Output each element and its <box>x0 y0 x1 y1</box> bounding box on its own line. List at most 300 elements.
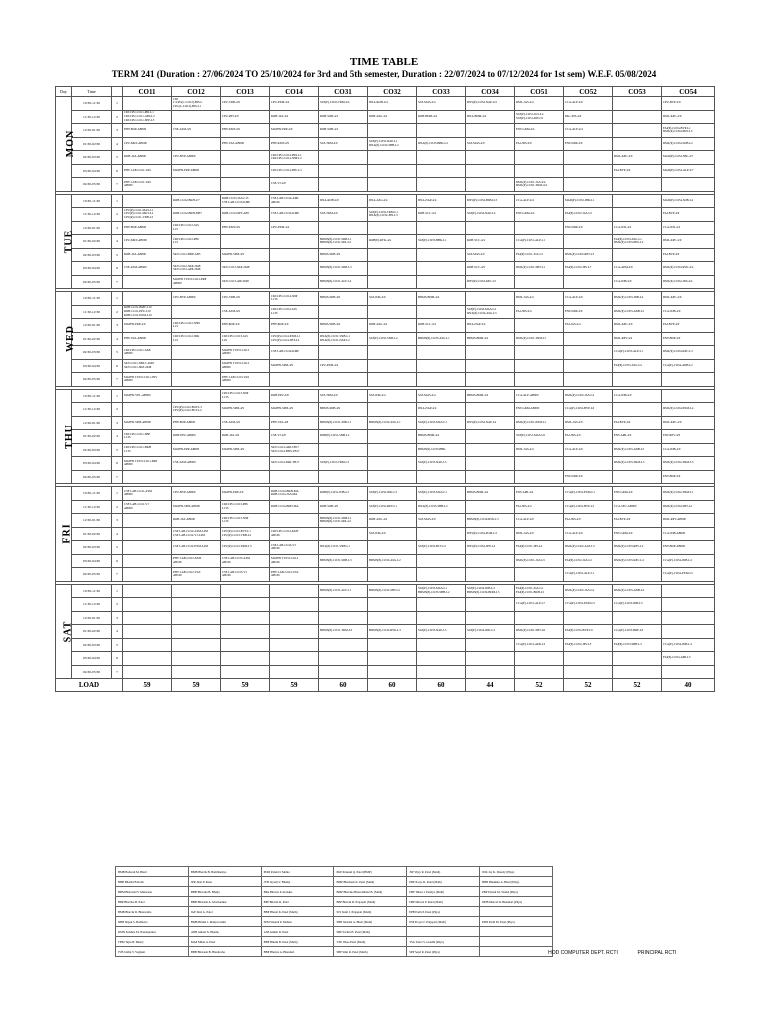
time-slot: 12:30-01:30 <box>72 124 112 138</box>
slot-number: 2 <box>112 500 123 514</box>
timetable-cell: CCA-ALP-4/9 <box>515 514 564 528</box>
timetable-cell <box>417 151 466 165</box>
faculty-name: SPP Sejal R. Patel (Phys) <box>407 947 480 957</box>
timetable-cell: CRI/CPU-CO11-SAB AB000 <box>123 346 172 360</box>
timetable-cell <box>515 665 564 679</box>
timetable-cell: ROH-SCC-4/4 <box>417 319 466 333</box>
timetable-row <box>56 221 715 235</box>
timetable-cell <box>466 554 515 568</box>
timetable-cell: DML(P)-CO53-RPV-L2 <box>613 541 662 555</box>
timetable-cell: DML-KPC-4/9 <box>613 319 662 333</box>
timetable-cell <box>221 178 270 192</box>
timetable-cell <box>564 373 613 387</box>
timetable-cell: ROH-CO11-BMT-L10 ROH-CO11-PPU-L10 ROH-CO11-PXM-L10 <box>123 305 172 319</box>
timetable-cell <box>613 652 662 666</box>
timetable-cell: CPU-BVP-4/9 <box>662 97 715 111</box>
timetable-cell <box>221 652 270 666</box>
timetable-cell <box>172 137 221 151</box>
faculty-name: BMB Bhavik D. Bhanvadia <box>116 907 189 917</box>
timetable-cell <box>172 470 221 484</box>
timetable-cell: SLP(P)-CO33-NAP-L3 <box>417 625 466 639</box>
timetable-row <box>56 319 715 333</box>
timetable-cell: FAI-BVP-4/9 <box>662 319 715 333</box>
timetable-cell <box>417 638 466 652</box>
timetable-row <box>56 164 715 178</box>
timetable-cell: SLP(P)-CO32-TRM-4/4 <box>319 97 368 111</box>
slot-number: 1 <box>112 97 123 111</box>
timetable-cell: MATHS TUTO-CO13 AB000 <box>221 346 270 360</box>
timetable-cell: ROH-ASG-4/4 <box>368 514 417 528</box>
timetable-cell <box>319 373 368 387</box>
timetable-cell: DML(P)-CO53-ADB-L5 <box>613 305 662 319</box>
time-slot: 01:30-02:30 <box>72 137 112 151</box>
slot-number: 3 <box>112 611 123 625</box>
timetable-cell: CCA(P)-CO51-ALP-L7 <box>515 598 564 612</box>
timetable-cell <box>368 151 417 165</box>
timetable-cell: SLP-TRM-4/9 <box>319 208 368 222</box>
timetable-cell <box>270 598 319 612</box>
time-slot: 11:30-12:30 <box>72 403 112 417</box>
timetable-cell: BDMS-SDB-4/9 <box>319 403 368 417</box>
timetable-cell: DML(P)-CO52-JAS-L4 <box>564 584 613 598</box>
faculty-name: BBB Bharthi B Kella <box>116 877 189 887</box>
timetable-cell <box>613 124 662 138</box>
timetable-cell: BDMS(P)-CO32-ASG-L2 <box>368 554 417 568</box>
timetable-cell <box>319 305 368 319</box>
timetable-cell <box>172 305 221 319</box>
slot-number: 7 <box>112 568 123 582</box>
timetable-cell <box>368 359 417 373</box>
timetable-cell <box>270 625 319 639</box>
slot-number: 1 <box>112 584 123 598</box>
timetable-cell: CPU-PXM-4/4 <box>270 221 319 235</box>
timetable-cell <box>368 403 417 417</box>
timetable-cell: CCA(P)-CO53-BDP-L6 <box>613 625 662 639</box>
faculty-name: JVB Jayesh V. Bhadja <box>261 877 334 887</box>
class-column-header: CO32 <box>368 87 417 97</box>
faculty-name: BMB Bhavik B. Bambhaniya <box>188 867 261 877</box>
time-slot: 11:30-12:30 <box>72 305 112 319</box>
timetable-cell: ENT-DDP-4/9 <box>564 221 613 235</box>
timetable-cell <box>515 373 564 387</box>
timetable-cell <box>368 346 417 360</box>
timetable-cell: SLP(P)-CO33-BCT-L2 <box>417 541 466 555</box>
timetable-cell: CPU-VRB-4/9 <box>221 97 270 111</box>
timetable-cell: ROH-CO14-BMT-MA <box>270 500 319 514</box>
timetable-cell <box>515 359 564 373</box>
timetable-cell: ENT-DDP-4/9 <box>564 470 613 484</box>
timetable-cell <box>613 470 662 484</box>
faculty-name: PKP Prakash Q. Patel (BMP) <box>334 867 407 877</box>
timetable-row <box>56 611 715 625</box>
timetable-cell: CRI/CPU-CO13-SDP L13S <box>221 514 270 528</box>
timetable-cell <box>515 652 564 666</box>
timetable-cell: FAI-JDS-4/4 <box>515 305 564 319</box>
timetable-cell: ENT-GKM-4/9 <box>613 527 662 541</box>
principal-signature: PRINCIPAL RCTI <box>637 950 677 956</box>
timetable-cell <box>172 359 221 373</box>
timetable-cell: PHY-KMT-4/9 <box>221 221 270 235</box>
timetable-cell: BDMS(P)-CO31-SDB-L1 BDMS(P)-CO31-SPA-L2 <box>319 235 368 249</box>
timetable-cell <box>221 235 270 249</box>
slot-number: 6 <box>112 554 123 568</box>
timetable-row <box>56 373 715 387</box>
class-column-header: CO11 <box>123 87 172 97</box>
timetable-cell: PHY-BOP-4/9 <box>270 319 319 333</box>
timetable-cell <box>515 221 564 235</box>
timetable-cell: CCA-ALP-4/4 <box>564 124 613 138</box>
timetable-cell <box>613 611 662 625</box>
timetable-cell: DML(P)-CO51-SBT-L1 <box>515 262 564 276</box>
faculty-name: DBB Dipak S. Badhavia <box>116 917 189 927</box>
timetable-cell: SLP-MAS-4/9 <box>466 248 515 262</box>
slot-number: 4 <box>112 332 123 346</box>
timetable-cell: SLP(P)-CO34-MAS-L4 DNA(P)-CO34-ASG-L5 <box>466 305 515 319</box>
timetable-cell: BDMS-BDM-4/4 <box>466 487 515 501</box>
timetable-cell: BDMS(P)-CO31-SDB-L3 <box>319 262 368 276</box>
timetable-row <box>56 97 715 111</box>
class-column-header: CO14 <box>270 87 319 97</box>
timetable-cell: ROH-SCC-4/4 <box>417 208 466 222</box>
timetable-row <box>56 389 715 403</box>
load-value: 59 <box>172 679 221 692</box>
timetable-cell: DML(P)-CO52-JAS-L4 <box>564 389 613 403</box>
time-column-header: Time <box>72 87 112 97</box>
timetable-cell <box>123 97 172 111</box>
timetable-row <box>56 470 715 484</box>
timetable-cell: SLP(P)-CO33-NAP-L3 <box>417 457 466 471</box>
timetable-cell <box>564 652 613 666</box>
timetable-cell <box>613 208 662 222</box>
timetable-cell <box>368 164 417 178</box>
timetable-row <box>56 541 715 555</box>
timetable-cell: ENT-GKM-4/4 <box>515 124 564 138</box>
timetable-cell <box>319 527 368 541</box>
timetable-row <box>56 137 715 151</box>
timetable-cell <box>564 611 613 625</box>
timetable-cell: SLP(P)-CO33-MAS-L1 <box>417 416 466 430</box>
timetable-cell: MATHS-PRP-4/9 <box>123 319 172 333</box>
faculty-name: BBB Bhavesh A. Mochanikar <box>188 897 261 907</box>
timetable-cell <box>123 292 172 306</box>
timetable-cell: ROH-PPU-AB000 <box>172 430 221 444</box>
timetable-cell <box>123 470 172 484</box>
timetable-cell <box>662 611 715 625</box>
timetable-row <box>56 194 715 208</box>
timetable-cell: CCA(P)-CO53-ALP-L1 <box>613 346 662 360</box>
faculty-name: MAP Milan A. Patel <box>188 937 261 947</box>
faculty-name: BBP Bharat K. Patel (Math) <box>261 907 334 917</box>
slot-number-header <box>112 87 123 97</box>
timetable-cell: CSE LAB-CO13-VJ AB166 <box>221 568 270 582</box>
faculty-name: PBP Piyush M. Tandel (Phys) <box>480 887 553 897</box>
time-slot: 10:30-11:30 <box>72 487 112 501</box>
timetable-cell: BDMS(P)-CO31-SDB-L3 <box>319 554 368 568</box>
timetable-row <box>56 500 715 514</box>
timetable-cell: DML(P)-CO51-JAS-4/4 DML(P)-CO51-TRM-4/4 <box>515 178 564 192</box>
time-slot: 02:30-03:30 <box>72 541 112 555</box>
timetable-cell <box>319 164 368 178</box>
timetable-cell: BDMS-BDM-4/4 <box>417 292 466 306</box>
timetable-row <box>56 665 715 679</box>
faculty-name: BMB Badresh M. Bhatt <box>116 867 189 877</box>
faculty-name: PSP Pooja U. Prajapati (Math) <box>407 917 480 927</box>
timetable-cell <box>123 275 172 289</box>
faculty-name: TBM Tejas B. Mistry <box>116 937 189 947</box>
timetable-row <box>56 403 715 417</box>
time-slot: 10:30-11:30 <box>72 97 112 111</box>
timetable-cell: FAI(P)-CO51-JPS-L4 <box>515 541 564 555</box>
timetable-row <box>56 332 715 346</box>
timetable-row <box>56 443 715 457</box>
slot-number: 4 <box>112 625 123 639</box>
timetable-cell: FAI-JDS-4/9 <box>564 514 613 528</box>
timetable-cell <box>319 652 368 666</box>
timetable-cell <box>564 665 613 679</box>
timetable-cell <box>564 164 613 178</box>
timetable-cell <box>564 151 613 165</box>
timetable-cell: DML-RPV-4/4 <box>613 332 662 346</box>
day-name: SAT <box>62 620 74 643</box>
timetable-cell: CPU(P)-CO14-PXM-L1 CPU(P)-CO14-SBT-L2 <box>270 332 319 346</box>
timetable-cell <box>466 598 515 612</box>
timetable-cell: ENT-APR-4/4 <box>515 487 564 501</box>
timetable-cell: DNA-NAP-4/4 <box>417 403 466 417</box>
timetable-cell: BDMS(P)-CO34-RVK-L5 <box>466 514 515 528</box>
timetable-cell <box>466 652 515 666</box>
timetable-cell <box>368 373 417 387</box>
timetable-cell <box>515 568 564 582</box>
slot-number: 2 <box>112 305 123 319</box>
time-slot: 03:30-04:30 <box>72 652 112 666</box>
timetable-cell <box>270 665 319 679</box>
timetable-cell: PHY-VAS-AB000 <box>123 332 172 346</box>
timetable-cell: CSE-VJ-4/8 <box>270 178 319 192</box>
timetable-cell <box>123 527 172 541</box>
time-slot: 01:30-02:30 <box>72 625 112 639</box>
timetable-cell <box>368 568 417 582</box>
timetable-cell <box>417 248 466 262</box>
timetable-cell: DNA-ASG-4/4 <box>368 194 417 208</box>
timetable-cell: SLP(P)-CO32-RPV-L1 <box>368 500 417 514</box>
slot-number: 4 <box>112 235 123 249</box>
timetable-cell: DML(P)-CO53-TRM-L3 <box>613 457 662 471</box>
timetable-cell: CPU(P)-CO13-TRM-L3 <box>221 541 270 555</box>
time-slot: 10:30-11:30 <box>72 584 112 598</box>
timetable-cell: DML-KPC-4/9 <box>662 416 715 430</box>
timetable-cell: ROH-PPU-4/8 <box>270 389 319 403</box>
timetable-cell: SLP(P)-CO51-JGS-L4 SLP(P)-CO51-RIT-L9 <box>515 110 564 124</box>
timetable-cell: SKY-CO14-PAR-TB17 <box>270 457 319 471</box>
timetable-cell: PHY-KMT-4/9 <box>270 137 319 151</box>
slot-number: 5 <box>112 151 123 165</box>
timetable-cell: SLP-MAS-4/9 <box>417 514 466 528</box>
timetable-cell <box>466 292 515 306</box>
timetable-cell: CCA-ALP-4/9 <box>564 527 613 541</box>
timetable-row <box>56 151 715 165</box>
faculty-row <box>116 927 553 937</box>
faculty-name: JSP Vijay R. Patel (Math) <box>407 867 480 877</box>
timetable-cell <box>662 625 715 639</box>
slot-number: 5 <box>112 638 123 652</box>
timetable-cell: CCA-JDS-4/4 <box>613 221 662 235</box>
timetable-cell <box>466 403 515 417</box>
timetable-cell: DML(P)-CO51-JAS-L5 <box>515 554 564 568</box>
timetable-cell <box>466 164 515 178</box>
timetable-cell: DNS(P)-CO34-NAP-4/4 <box>466 97 515 111</box>
timetable-cell <box>613 97 662 111</box>
timetable-cell: DNS(P)-CO34-PGM-L4 <box>466 527 515 541</box>
timetable-cell: DNA-ROH-4/4 <box>368 97 417 111</box>
timetable-cell <box>662 373 715 387</box>
timetable-cell <box>270 514 319 528</box>
timetable-cell: CPU-MKT-AB000 <box>123 137 172 151</box>
timetable-cell <box>172 611 221 625</box>
timetable-cell: DML-JAS-4/9 <box>515 527 564 541</box>
timetable-cell <box>515 611 564 625</box>
timetable-cell: PHY-BOP-AB000 <box>172 416 221 430</box>
timetable-cell: MATHS-SPM-4/9 <box>221 248 270 262</box>
timetable-cell: CPU-VRB-4/9 <box>221 292 270 306</box>
timetable-cell: SLP(P)-CO33-BBK-L1 <box>417 235 466 249</box>
timetable-cell: MATHS TUTO-CO14 AB166 <box>270 554 319 568</box>
faculty-row <box>116 907 553 917</box>
timetable-cell <box>123 598 172 612</box>
timetable-cell <box>417 124 466 138</box>
timetable-cell <box>221 457 270 471</box>
day-name: MON <box>65 130 77 158</box>
timetable-cell: DML-JAS-4/9 <box>564 416 613 430</box>
timetable-cell: DML(P)-CO51-PXM-L1 <box>515 416 564 430</box>
faculty-legend <box>115 866 553 957</box>
class-column-header: CO33 <box>417 87 466 97</box>
faculty-name: BBM Bhavesh N. Makwana <box>116 887 189 897</box>
time-slot: 04:30-05:30 <box>72 568 112 582</box>
time-slot: 03:30-04:30 <box>72 359 112 373</box>
timetable-cell <box>270 470 319 484</box>
timetable-cell: DNS(P)-CO34-KPC-L5 <box>466 275 515 289</box>
timetable-cell: SLP-MAS-4/4 <box>417 389 466 403</box>
timetable-cell <box>270 235 319 249</box>
faculty-name: BPP Bhavik D. Prajapati (Math) <box>334 897 407 907</box>
timetable-cell: PHY LAB CO13-VAS AB000 <box>221 373 270 387</box>
timetable-cell <box>319 346 368 360</box>
timetable-cell: SLP(P)-CO34-JDK-L3 <box>466 625 515 639</box>
time-slot: 12:30-01:30 <box>72 221 112 235</box>
timetable-cell: ROH-SOB-4/4 <box>319 110 368 124</box>
timetable-cell <box>123 584 172 598</box>
timetable-cell <box>319 568 368 582</box>
timetable-cell: CPU-MKT-AB000 <box>123 235 172 249</box>
timetable-cell: ROH-BDM-4/4 <box>417 110 466 124</box>
timetable-cell: ROH-CO12-BKH-2/7 <box>172 194 221 208</box>
timetable-cell: FAI-JDS-4/9 <box>515 137 564 151</box>
timetable-row <box>56 652 715 666</box>
timetable-cell: MATHS-SPM-4/9 <box>221 443 270 457</box>
timetable-cell: CRI/CPU-CO14-KMT AB166 <box>270 527 319 541</box>
timetable-cell: MATHS-PRP-4/9 <box>270 124 319 138</box>
faculty-name: BBP Bhavika B. Patel <box>116 897 189 907</box>
timetable-cell <box>417 275 466 289</box>
timetable-cell: CRI/CPU-CO11-BKH L13S <box>123 443 172 457</box>
timetable-cell: DNA-BDM-4/4 <box>466 110 515 124</box>
timetable-cell: ROH-JAS-AB000 <box>123 151 172 165</box>
timetable-cell <box>466 359 515 373</box>
timetable-cell <box>172 638 221 652</box>
timetable-cell <box>172 598 221 612</box>
timetable-cell <box>221 665 270 679</box>
timetable-cell: FAI-BVP-4/9 <box>613 514 662 528</box>
timetable-cell: BDMS(P)-CO31-JDB-L1 <box>319 416 368 430</box>
timetable-cell: SLP(P)-CO31-TRM-L3 <box>319 457 368 471</box>
timetable-cell: DML-KPC-4/9 <box>662 292 715 306</box>
slot-number: 6 <box>112 164 123 178</box>
timetable-cell: CPU(P)-CO11-MAS-L1 CPU(P)-CO11-MKT-L2 CPU(P)-CO11-VRB-L3 <box>123 208 172 222</box>
load-value: 60 <box>319 679 368 692</box>
faculty-name: DDB Dhaval D. Bhandari (Phys) <box>480 897 553 907</box>
timetable-cell: SKY-CO14-ARI-TB17 SKY-CO14-BDS-TB17 <box>270 443 319 457</box>
page-subtitle: TERM 241 (Duration : 27/06/2024 TO 25/10/2024 for 3rd and 5th semester, Duration : 22/07/2024 to 07/12/2024 for 1st sem) W.E.F. 05/08/2024 <box>111 69 657 79</box>
faculty-name: BBB Bhumika A. Bhatt (Phys) <box>480 877 553 887</box>
load-row <box>56 679 715 692</box>
timetable-cell: BDMS-SDB-4/9 <box>319 292 368 306</box>
time-slot: 11:30-12:30 <box>72 208 112 222</box>
day-name: FRI <box>61 523 73 544</box>
timetable-cell: CCA-JDS-4/4 <box>662 221 715 235</box>
load-value: 60 <box>368 679 417 692</box>
timetable-cell: ROH-SCC-4/9 <box>466 262 515 276</box>
timetable-cell: FAI-BVP-4/9 <box>613 416 662 430</box>
timetable-cell: SLP-TRM-4/9 <box>319 137 368 151</box>
timetable-cell <box>466 373 515 387</box>
timetable-row <box>56 110 715 124</box>
timetable-cell <box>172 110 221 124</box>
faculty-name: JPR Jinal P. Rana <box>188 877 261 887</box>
timetable-cell <box>662 598 715 612</box>
faculty-name: BMP Bhavika Bhaveshbhai B. (Math) <box>334 887 407 897</box>
timetable-cell: MAD(P)-CO54-SOB-L4 <box>662 194 715 208</box>
timetable-cell: DNA-NAP-4/4 <box>466 319 515 333</box>
timetable-cell: CCA-ALP-AB000 <box>515 389 564 403</box>
timetable-cell: CCA(P)-CO52-ALP-L1 <box>564 568 613 582</box>
timetable-cell: DNA(P)-CO31-VRB-L1 <box>319 541 368 555</box>
timetable-cell: FAI(P)-CO52-JPS-L7 <box>564 262 613 276</box>
class-column-header: CO52 <box>564 87 613 97</box>
timetable-cell: DML-KPC-4/9 <box>613 151 662 165</box>
timetable-cell: DML(P)-CO54-JDS-4/4 <box>662 275 715 289</box>
timetable-cell: FAI(P)-CO52-BVP-L6 <box>564 625 613 639</box>
faculty-name: BBP Bhavna A. Bhanderi <box>261 947 334 957</box>
timetable-cell: CRI/CPU-CO12-JAS L1S <box>172 221 221 235</box>
time-slot: 02:30-03:30 <box>72 443 112 457</box>
timetable-cell: DNA(P)-CO31-VRB-L1 DNA(P)-CO31-NAP-L2 <box>319 332 368 346</box>
slot-number: 3 <box>112 319 123 333</box>
slot-number: 6 <box>112 359 123 373</box>
time-slot: 04:30-05:30 <box>72 275 112 289</box>
timetable-cell: BDMS-SDB-4/9 <box>319 319 368 333</box>
timetable-cell <box>319 443 368 457</box>
timetable-cell <box>270 373 319 387</box>
timetable-cell <box>319 638 368 652</box>
timetable-cell <box>368 611 417 625</box>
timetable-cell <box>221 470 270 484</box>
time-slot: 01:30-02:30 <box>72 235 112 249</box>
timetable-row <box>56 625 715 639</box>
time-slot: 04:30-05:30 <box>72 665 112 679</box>
faculty-name: SPM Sheetal P. Maheta <box>261 917 334 927</box>
timetable-cell <box>123 665 172 679</box>
timetable-cell <box>123 611 172 625</box>
